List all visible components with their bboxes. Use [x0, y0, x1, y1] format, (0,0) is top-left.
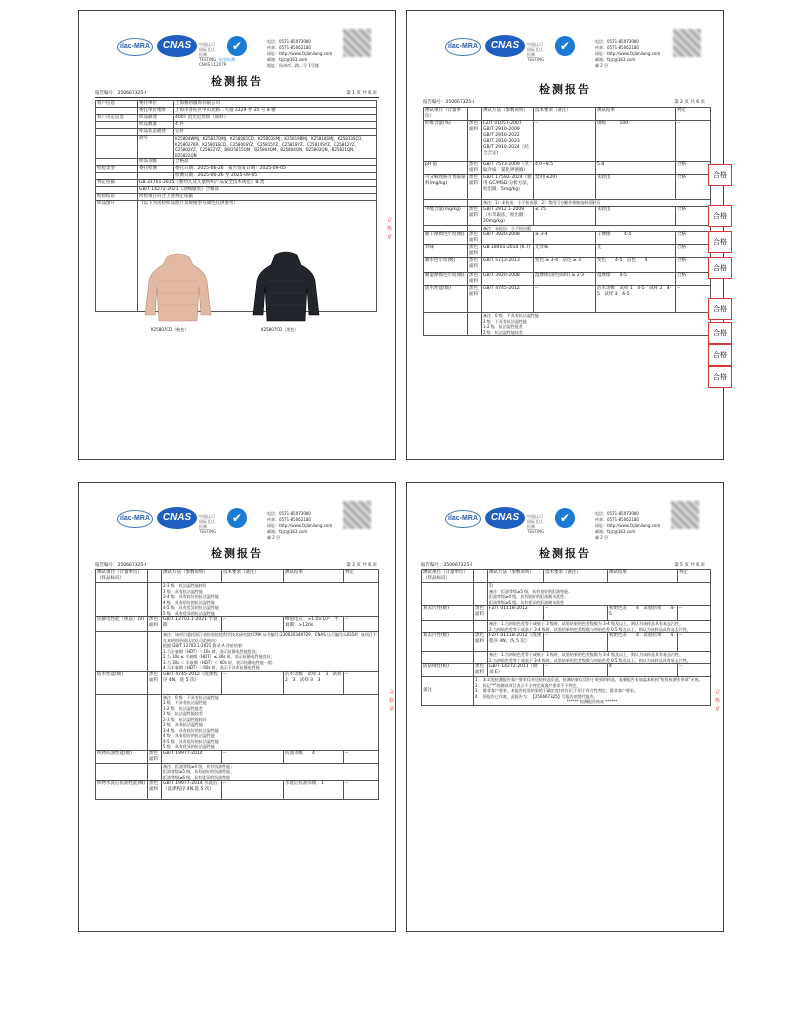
report-number: 报告编号：250667325-I — [95, 91, 147, 96]
qr-code — [671, 501, 699, 529]
page-header — [79, 483, 395, 541]
photo-caption-pink: K25807CD（粉色） — [151, 327, 189, 332]
lab-contact-info: 电话：0571-85073080 传真：0571-85062180 网址：http://www.fzjianliang.com 邮箱：fzjc@163.com 地址：杭州市…路…号 1号楼 — [267, 39, 333, 68]
verdict-label: 合格 — [708, 205, 732, 227]
report-number: 报告编号：250667325-I — [421, 563, 473, 568]
test-results-table: 测试项目（计量单位）（样品标识） 测试方法（参数说明） 技术要求（备注） 测试结果 判定 2-3 级 抗沾湿性能较好 3 级 具有抗沾湿性能 3-4 级 具有较好的抗沾湿性能 4 级 具有很好的抗沾湿性能 4-5 级 具有优异的抗沾湿性能 5 级 具有优异的抗沾湿性能 抗静电性能（执前）(V) 黑色面料 GB/T 12703.1-2021 半衰期 -- 峰值电压：≈1.0×10³ 半衰期：>120s -- 备注：该项目委托浙江省检验检疫科学技术研究院(CMA 证书编号:230020349729，CNAS 认可编号:L0354）该项目不在本机构资质认定认可范围内） 根据 GB/T 12703.1-2021 附录 A 评价结果： 1.当半衰期（HDT）＜10s 时，表示抗静电性能优良； 2.当 10s ≤ 半衰期（HDT）≤ 30s 时，表示抗静电性能良好； 3.当 30s ＜ 半衰期（HDT）＜ 60s 时，表示抗静电性能一般； 4.当半衰期（HDT）＞60s 时，表示不具有抗静电性能 防水性能(级) 黑色面料 GB/T 4745-2012（洗涤程序 4N，洗 5 次） -- 沾水等级 试样 1 3 试样 2 3 试样 3 3 -- 备注：0 级 不具有抗沾湿性能 1 级 不具有抗沾湿性能 1-2 级 抗沾湿性能差 2 级 抗沾湿性能较差 2-3 级 抗沾湿性能较好 3 级 具有抗沾湿性能 3-4 级 具有较好的抗沾湿性能 4 级 具有很好的抗沾湿性能 4-5 级 具有很好的抗沾湿性能 5 级 具有优异的抗沾湿性能 织物抗油性能(级) 黑色面料 GB/T 19977-2014 -- 抗油等级 4 -- 备注：拒油等级≥4 级，具有抗油性能； 拒油等级≥5 级，具有较好的抗油性能； 拒油等级≥6 级，具有优异的抗油性能 织物水洗后抗油性能(级) 黑色面料 GB/T 19977-2014 水洗后（洗涤程序 4N,洗 5 次） -- 水洗后抗油等级 1 -- — [95, 569, 379, 800]
test-results-table: 测试项目（计量单位） 测试方法（参数说明） 技术要求（备注） 测试结果 判定 纤维含量(%) 黑色面料 FZ/T 01057-2007 GB/T 2910-2009 GB/T 2910-2022 GB/T 2910-2023 GB/T 2910-2024（结合合定) -- 锦纶 100 -- pH 值 黑色面料 GB/T 7573-2009（萃取介质：氯化钾溶液） 4.0~8.5 5.8 合格 可分解致癌芳香胺染料(mg/kg) 黑色面料 GB/T 17592-2024（使用 GC/MSD 分析方法，检出限：5mg/kg） 禁用(≤20) 未检出 合格 备注：1）未检出：小于检出限 2）禁用可分解芳香胺染料见附页 甲醛含量(mg/kg) 黑色面料 GB/T 2912.1-2009（水萃取法，检出限：20mg/kg） ≤ 75 未检出 合格 备注：未检出：小于检出限 耐干摩擦色牢度(级) 黑色面料 GB/T 3920-2008 ≥ 3-4 干摩擦 4-5 合格 异味 黑色面料 GB 18401-2010 (6.7) 无异味 无 合格 耐水色牢度(级) 黑色面料 GB/T 5713-2013 变色 ≥ 3-4 沾色 ≥ 3 变色 4-5 沾色 4 合格 耐湿摩擦色牢度(级) 黑色面料 GB/T 3920-2008 湿摩擦(深色面料) ≥ 2-3 湿摩擦 4-5 合格 防水性能(级) 黑色面料 GB/T 4745-2012 -- 沾水等级 试样 1 4-5 试样 2 4-5 试样 3 4-5 -- 备注：0 级 不具有抗沾湿性能 1 级 不具有抗沾湿性能 1-2 级 抗沾湿性能差 2 级 抗沾湿性能较差 — [423, 107, 711, 336]
red-seal-stamp: 合 格 章 — [388, 689, 394, 713]
lab-contact-info: 电话：0571-85073080 传真：0571-85062180 网址：http://www.fzjianliang.com 邮箱：fzjc@163.com 邮 2 层 — [595, 39, 661, 68]
report-title: 检测报告 — [211, 75, 263, 88]
cma-caption: 检验检测 — [219, 57, 235, 62]
cnas-logo: CNAS — [485, 35, 525, 57]
report-number: 报告编号：250667325-I — [423, 100, 475, 105]
report-page-2 — [406, 10, 724, 460]
report-title: 检测报告 — [539, 83, 591, 96]
page-header — [407, 483, 723, 541]
page-number: 第 1 页 共 6 页 — [346, 91, 377, 96]
ilac-mra-logo: ilac-MRA — [445, 38, 481, 56]
ilac-mra-logo: ilac-MRA — [117, 38, 153, 56]
verdict-label: 合格 — [708, 322, 732, 344]
page-number: 第 3 页 共 6 页 — [346, 563, 377, 568]
cnas-logo: CNAS — [485, 507, 525, 529]
verdict-label: 合格 — [708, 257, 732, 279]
black-down-jacket-icon — [247, 251, 325, 323]
page-header — [79, 11, 395, 69]
pink-down-jacket-icon — [139, 251, 217, 323]
checkmark-seal-icon: ✔ — [555, 508, 575, 528]
lab-contact-info: 电话：0571-85073080 传真：0571-85062180 网址：http://www.fzjianliang.com 邮箱：fzjc@163.com 邮 2 层 — [267, 511, 333, 540]
page-number: 第 5 页 共 6 页 — [674, 563, 705, 568]
ilac-mra-logo: ilac-MRA — [445, 510, 481, 528]
verdict-label: 合格 — [708, 344, 732, 366]
test-results-table: 测试项目（计量单位）（样品标识） 测试方法（参数说明） 技术要求（备注） 测试结果 判定 5) 备注：拒油等级≥5 级，具有良好的拒油性能； 拒油等级≥4 级，具有较好的拒油耐水洗性； 拒油等级≥6 级，具有优异的拒油耐水洗性 易去污性(级) 黑色面料 FZ/T 01118-2012 -- 初始色差 4 试验结果 4-5 -- 备注：1.当初始色差等于或低于 3 级时，试验结果的色差级数为 3-4 级及以上，则认为该样品具有易去污性。 2.当初始色差等于或高于 3-4 级时，试验结果的色差级数与初始色差 0.5 级及以上，则认为该样品具有易去污性。 易去污性(级) 黑色面料 FZ/T 01118-2012（洗涤程序 4N，洗 5 次） -- 初始色差 4 试验结果 4 -- 备注：1.当初始色差等于或低于 3 级时，试验结果的色差级数为 3-4 级及以上，则认为该样品具有易去污性。 2.当初始色差等于或高于 3-4 级时，试验结果的色差级数与初始色差 0.5 级及以上，则认为该样品具有易去污性。 防钻绒性(根) 黑色面料 GB/T 14272-2011（附录 E） -- 4 -- 备注 1. 本实验检测报告客户要求仅对送检样品负责，检测结果仅适用于收到的样品，复制报告未加盖本机构"检验检测专用章"无效。 2. 标记"*"的测试项目表示不予判定或客户要求不予判定。 3. 除非客户要求，本报告检验结果的不确定度(若有)已不用于符合性判定，除非客户要求。 4. 原报告已作废，此报告为：【250667325】号报告的替代报告。 ****** 检测报告结束 ****** — [421, 569, 711, 706]
cnas-caption: 中国认可 国际互认 检测 TESTING — [199, 514, 217, 534]
cnas-logo: CNAS — [157, 507, 197, 529]
photo-caption-black: K25807CD（黑色） — [261, 327, 299, 332]
report-page-4 — [406, 482, 724, 932]
report-end-marker: ****** 检测报告结束 ****** — [566, 699, 618, 704]
cnas-logo: CNAS — [157, 35, 197, 57]
verdict-label: 合格 — [708, 231, 732, 253]
report-number: 报告编号：250667325-I — [95, 563, 147, 568]
verdict-label: 合格 — [708, 164, 732, 186]
qr-code — [343, 29, 371, 57]
report-page-1 — [78, 10, 396, 460]
page-number: 第 2 页 共 6 页 — [674, 100, 705, 105]
red-seal-stamp: 合 格 章 — [386, 217, 392, 241]
report-page-3 — [78, 482, 396, 932]
cnas-caption: 中国认可 国际互认 检测 TESTING CNAS L12079 — [199, 42, 227, 67]
verdict-label: 合格 — [708, 366, 732, 388]
page-header — [407, 11, 723, 69]
qr-code — [343, 501, 371, 529]
checkmark-seal-icon: ✔ — [227, 508, 247, 528]
checkmark-seal-icon: ✔ — [555, 36, 575, 56]
checkmark-seal-icon: ✔ — [227, 36, 247, 56]
verdict-label: 合格 — [708, 298, 732, 320]
ilac-mra-logo: ilac-MRA — [117, 510, 153, 528]
cnas-caption: 中国认可 国际互认 检测 TESTING — [527, 42, 545, 62]
red-seal-stamp: 合 格 章 — [714, 689, 720, 713]
sample-photo-black — [247, 251, 325, 323]
cnas-caption: 中国认可 国际互认 检测 TESTING — [527, 514, 545, 534]
sample-info-table: 客户信息 委托单位 上海雅初服饰有限公司 委托单位地址 上海市普陀区中山北路…大道 2229 弄 25 号 8 楼 客户决定信息 样品描述 400T 消光尼丝纺（面料） 样品数量 4 件 样品状态描述 完好 款号 K25804WMJ、K25817OMJ、K258065CD、K25803SMJ、K25819BMJ、K25818SMJ、K25813SCD、K258027KR、K25801SCD、C25800SYZ、C25815YZ、C25818YZ、C25814SYZ、C25812YZ、C25802YZ、C25822YZ、BW25815QM、B25804QM、B25804QN、B25802QN、B25821QN、B25822QN 样品等级 合格品 检验类型 委托检测 委托日期：2025-06-26 报告签发日期：2025-09-05 检测日期：2025-06-26 至 2025-09-05 判定依据 GB 31701-2015《婴幼儿及儿童纺织产品安全技术规范》B 类 GB/T 14272-2021《羽绒服装》合格品 检验结论 所检项目符合上述判定依据 样品图片 （以下为送检样品照片及规格型号颜色仅供参考） — [95, 100, 377, 312]
report-title: 检测报告 — [539, 547, 591, 560]
sample-photo-pink — [139, 251, 217, 323]
report-title: 检测报告 — [211, 547, 263, 560]
lab-contact-info: 电话：0571-85073080 传真：0571-85062180 网址：http://www.fzjianliang.com 邮箱：fzjc@163.com 邮 2 层 — [595, 511, 661, 540]
qr-code — [673, 29, 701, 57]
